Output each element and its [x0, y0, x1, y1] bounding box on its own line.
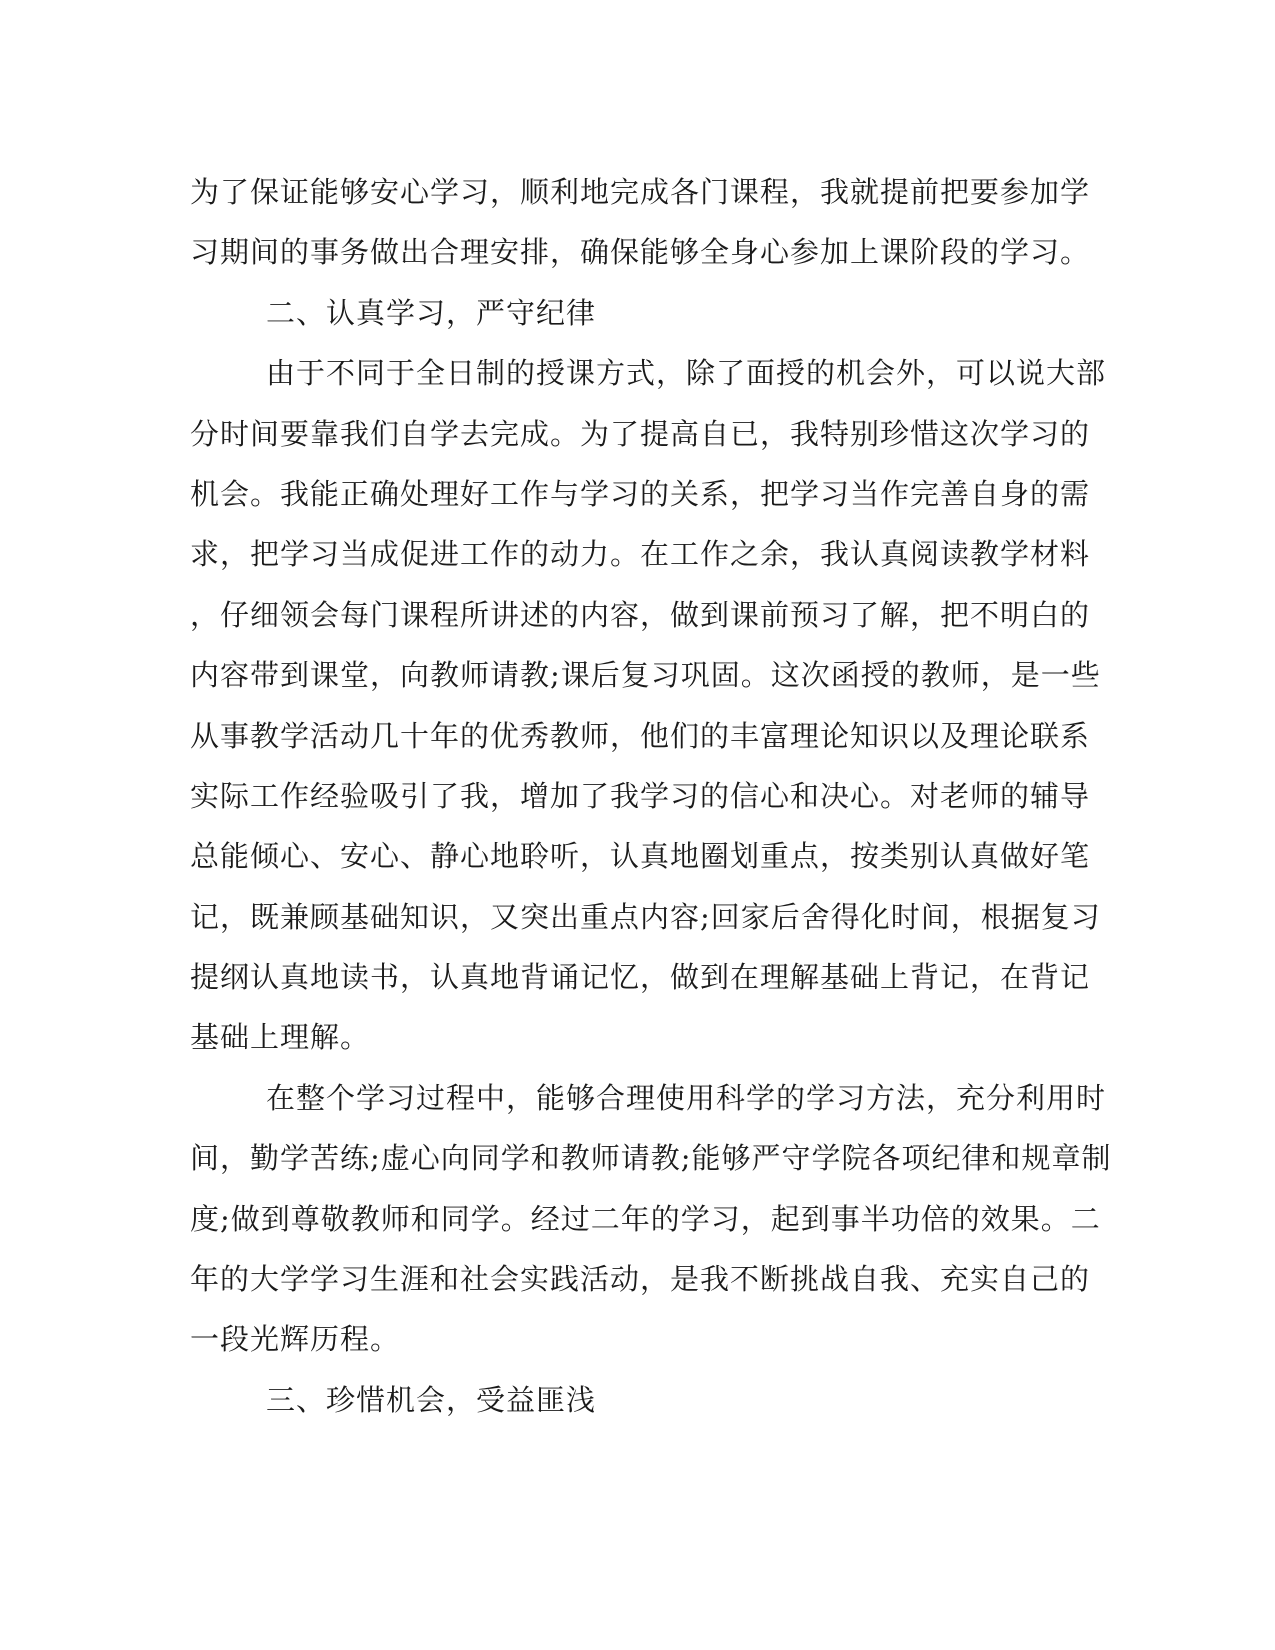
section-heading: 三、珍惜机会，受益匪浅 [266, 1382, 597, 1417]
text-line: 基础上理解。 [190, 1020, 371, 1055]
text-line: ，仔细领会每门课程所讲述的内容，做到课前预习了解，把不明白的 [190, 597, 1091, 632]
text-line: 一段光辉历程。 [190, 1322, 401, 1357]
text-line: 总能倾心、安心、静心地聆听，认真地圈划重点，按类别认真做好笔 [190, 839, 1091, 874]
text-line: 分时间要靠我们自学去完成。为了提高自已，我特别珍惜这次学习的 [190, 416, 1091, 451]
text-line: 内容带到课堂，向教师请教;课后复习巩固。这次函授的教师，是一些 [190, 658, 1101, 693]
text-line: 为了保证能够安心学习，顺利地完成各门课程，我就提前把要参加学 [190, 175, 1091, 209]
text-line: 提纲认真地读书，认真地背诵记忆，做到在理解基础上背记，在背记 [190, 960, 1091, 995]
text-line: 度;做到尊敬教师和同学。经过二年的学习，起到事半功倍的效果。二 [190, 1201, 1101, 1236]
text-line: 习期间的事务做出合理安排，确保能够全身心参加上课阶段的学习。 [190, 235, 1091, 270]
text-line: 求，把学习当成促进工作的动力。在工作之余，我认真阅读教学材料 [190, 537, 1091, 572]
text-line: 年的大学学习生涯和社会实践活动，是我不断挑战自我、充实自己的 [190, 1262, 1091, 1297]
text-line: 实际工作经验吸引了我，增加了我学习的信心和决心。对老师的辅导 [190, 778, 1091, 813]
text-line: 在整个学习过程中，能够合理使用科学的学习方法，充分利用时 [266, 1080, 1107, 1115]
text-line: 从事教学活动几十年的优秀教师，他们的丰富理论知识以及理论联系 [190, 718, 1091, 753]
text-line: 间，勤学苦练;虚心向同学和教师请教;能够严守学院各项纪律和规章制 [190, 1141, 1112, 1176]
body-text [190, 162, 1112, 1430]
text-line: 记，既兼顾基础知识，又突出重点内容;回家后舍得化时间，根据复习 [190, 899, 1101, 934]
text-line: 由于不同于全日制的授课方式，除了面授的机会外，可以说大部 [266, 356, 1107, 391]
section-heading: 二、认真学习，严守纪律 [266, 295, 597, 330]
text-line: 机会。我能正确处理好工作与学习的关系，把学习当作完善自身的需 [190, 476, 1091, 511]
